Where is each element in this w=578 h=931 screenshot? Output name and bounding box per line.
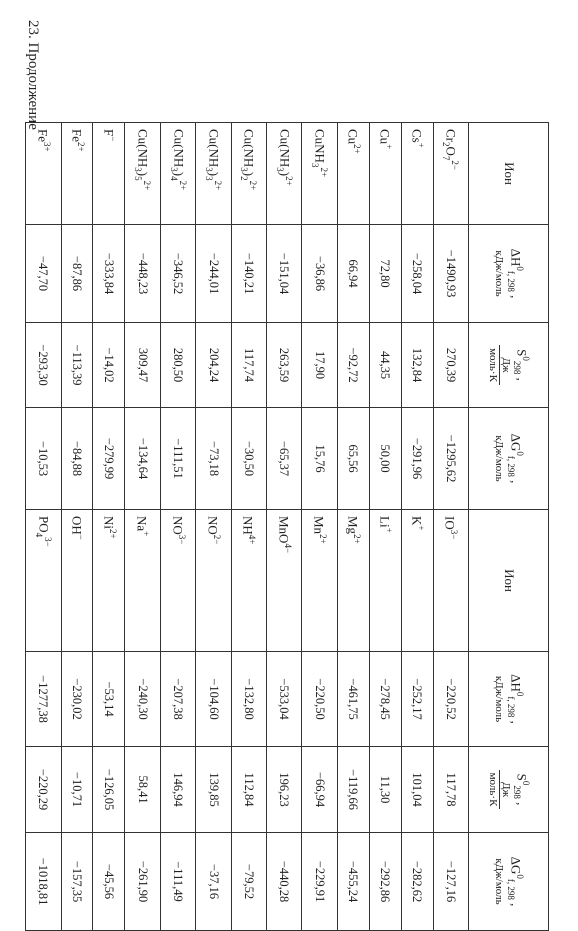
table-row [267, 123, 302, 931]
cell-ion-right: $IO^{3-}$ [433, 510, 468, 652]
cell-dg-left: −1295,62 [433, 408, 468, 510]
header-dg-right: $\Delta G^0_{f, 298}$ , кДж/моль [469, 833, 549, 931]
cell-dh-right: −461,75 [337, 652, 369, 747]
cell-ion-left: $Cu(NH_3)_2^{2+}$ [231, 123, 266, 225]
cell-dg-right: −261,90 [125, 833, 160, 931]
cell-dh-left: −346,52 [160, 225, 195, 323]
cell-ion-left: $Cu^{2+}$ [337, 123, 369, 225]
cell-s-right: 196,23 [267, 747, 302, 833]
cell-dg-left: −30,50 [231, 408, 266, 510]
cell-ion-left: CuNH$_3^{2+}$ [302, 123, 337, 225]
cell-dh-left: −1490,93 [433, 225, 468, 323]
cell-dh-right: −240,30 [125, 652, 160, 747]
cell-ion-right: $PO_4^{3-}$ [26, 510, 62, 652]
header-ion-right: Ион [469, 510, 549, 652]
table-row [61, 123, 93, 931]
cell-ion-right: $Mg^{2+}$ [337, 510, 369, 652]
cell-dh-left: −87,86 [61, 225, 93, 323]
cell-ion-left: $Cu(NH_3)_3^{2+}$ [196, 123, 231, 225]
cell-ion-right: Na+ [125, 510, 160, 652]
cell-dg-right: −1018,81 [26, 833, 62, 931]
cell-dh-left: 72,80 [369, 225, 401, 323]
cell-dg-left: −65,37 [267, 408, 302, 510]
cell-ion-left: F− [93, 123, 125, 225]
cell-dh-right: −533,04 [267, 652, 302, 747]
cell-s-left: 44,35 [369, 323, 401, 408]
table-row [302, 123, 337, 931]
table-row [93, 123, 125, 931]
cell-dg-right: −45,56 [93, 833, 125, 931]
cell-ion-right: $NH^{4+}$ [231, 510, 266, 652]
cell-dg-right: −37,16 [196, 833, 231, 931]
cell-dg-right: −229,91 [302, 833, 337, 931]
cell-s-right: 146,94 [160, 747, 195, 833]
cell-dg-right: −79,52 [231, 833, 266, 931]
header-dg-left: $\Delta G^0_{f, 298}$ , кДж/моль [469, 408, 549, 510]
cell-s-left: 204,24 [196, 323, 231, 408]
header-ion-left: Ион [469, 123, 549, 225]
cell-s-left: 132,84 [401, 323, 433, 408]
cell-ion-right: K+ [401, 510, 433, 652]
header-dh-right: $\Delta H^0_{f, 298}$ , кДж/моль [469, 652, 549, 747]
table-title: 23. Продолжение [25, 20, 41, 130]
header-row [469, 123, 549, 931]
cell-dh-left: −140,21 [231, 225, 266, 323]
cell-dh-left: −244,01 [196, 225, 231, 323]
cell-s-right: 58,41 [125, 747, 160, 833]
cell-s-right: −66,94 [302, 747, 337, 833]
cell-dh-right: −1277,38 [26, 652, 62, 747]
header-s-left: $S^0_{298}$ , Дж моль·К [469, 323, 549, 408]
cell-dh-right: −207,38 [160, 652, 195, 747]
cell-s-right: −10,71 [61, 747, 93, 833]
header-s-right: $S^0_{298}$ , Дж моль·К [469, 747, 549, 833]
cell-s-right: −126,05 [93, 747, 125, 833]
cell-s-right: 139,85 [196, 747, 231, 833]
cell-dg-right: −127,16 [433, 833, 468, 931]
cell-s-right: 112,84 [231, 747, 266, 833]
cell-ion-right: MnO$^{4-}$ [267, 510, 302, 652]
cell-dg-left: 15,76 [302, 408, 337, 510]
cell-ion-left: $Cu(NH_3)^{2+}$ [267, 123, 302, 225]
cell-s-left: 17,90 [302, 323, 337, 408]
table-row [196, 123, 231, 931]
cell-s-left: −293,30 [26, 323, 62, 408]
cell-dh-right: −278,45 [369, 652, 401, 747]
thermo-table [25, 122, 549, 931]
table-row [26, 123, 62, 931]
cell-dg-right: −111,49 [160, 833, 195, 931]
table-row [369, 123, 401, 931]
header-dh-left: $\Delta H^0_{f, 298}$ , кДж/моль [469, 225, 549, 323]
table-row [125, 123, 160, 931]
cell-dh-right: −132,80 [231, 652, 266, 747]
cell-dg-right: −440,28 [267, 833, 302, 931]
cell-dg-left: −134,64 [125, 408, 160, 510]
cell-dh-left: −258,04 [401, 225, 433, 323]
cell-dg-left: 50,00 [369, 408, 401, 510]
cell-dg-left: −279,99 [93, 408, 125, 510]
cell-s-left: −92,72 [337, 323, 369, 408]
cell-dh-right: −53,14 [93, 652, 125, 747]
cell-dg-right: −292,86 [369, 833, 401, 931]
cell-ion-right: $NO^{3-}$ [160, 510, 195, 652]
cell-dh-left: 66,94 [337, 225, 369, 323]
cell-dh-right: −252,17 [401, 652, 433, 747]
cell-dh-right: −220,52 [433, 652, 468, 747]
cell-dg-left: −73,18 [196, 408, 231, 510]
cell-s-right: 117,78 [433, 747, 468, 833]
cell-dg-left: −291,96 [401, 408, 433, 510]
cell-s-left: 280,50 [160, 323, 195, 408]
table-row [337, 123, 369, 931]
table-row [231, 123, 266, 931]
cell-dg-right: −282,62 [401, 833, 433, 931]
cell-ion-right: $Mn^{2+}$ [302, 510, 337, 652]
cell-s-right: 101,04 [401, 747, 433, 833]
cell-dh-right: −220,50 [302, 652, 337, 747]
cell-ion-right: $Ni^{2+}$ [93, 510, 125, 652]
cell-dg-right: −157,35 [61, 833, 93, 931]
cell-dh-left: −333,84 [93, 225, 125, 323]
cell-ion-left: $Cu(NH_3)_4^{2+}$ [160, 123, 195, 225]
cell-s-left: 309,47 [125, 323, 160, 408]
cell-dg-left: −111,51 [160, 408, 195, 510]
rotated-table-container [25, 122, 549, 930]
cell-s-right: −119,66 [337, 747, 369, 833]
cell-ion-left: Cs+ [401, 123, 433, 225]
cell-dh-left: −448,23 [125, 225, 160, 323]
cell-ion-left: $Cr_2O_7^{2-}$ [433, 123, 468, 225]
cell-s-left: −113,39 [61, 323, 93, 408]
cell-dh-left: −47,70 [26, 225, 62, 323]
cell-ion-left: $Fe^{3+}$ [26, 123, 62, 225]
cell-dh-left: −151,04 [267, 225, 302, 323]
cell-s-left: 270,39 [433, 323, 468, 408]
table-row [160, 123, 195, 931]
table-row [401, 123, 433, 931]
cell-s-left: 263,59 [267, 323, 302, 408]
cell-dg-left: 65,56 [337, 408, 369, 510]
cell-s-left: 117,74 [231, 323, 266, 408]
table-row [433, 123, 468, 931]
cell-ion-left: $Cu(NH_3)_5^{2+}$ [125, 123, 160, 225]
cell-ion-right: $NO^{2-}$ [196, 510, 231, 652]
cell-ion-right: OH− [61, 510, 93, 652]
cell-dg-left: −10,53 [26, 408, 62, 510]
cell-dg-right: −455,24 [337, 833, 369, 931]
cell-s-right: −220,29 [26, 747, 62, 833]
cell-dg-left: −84,88 [61, 408, 93, 510]
cell-dh-right: −230,02 [61, 652, 93, 747]
cell-ion-left: $Fe^{2+}$ [61, 123, 93, 225]
cell-ion-left: Cu+ [369, 123, 401, 225]
cell-ion-right: Li+ [369, 510, 401, 652]
cell-dh-left: −36,86 [302, 225, 337, 323]
cell-dh-right: −104,60 [196, 652, 231, 747]
cell-s-left: −14,02 [93, 323, 125, 408]
cell-s-right: 11,30 [369, 747, 401, 833]
